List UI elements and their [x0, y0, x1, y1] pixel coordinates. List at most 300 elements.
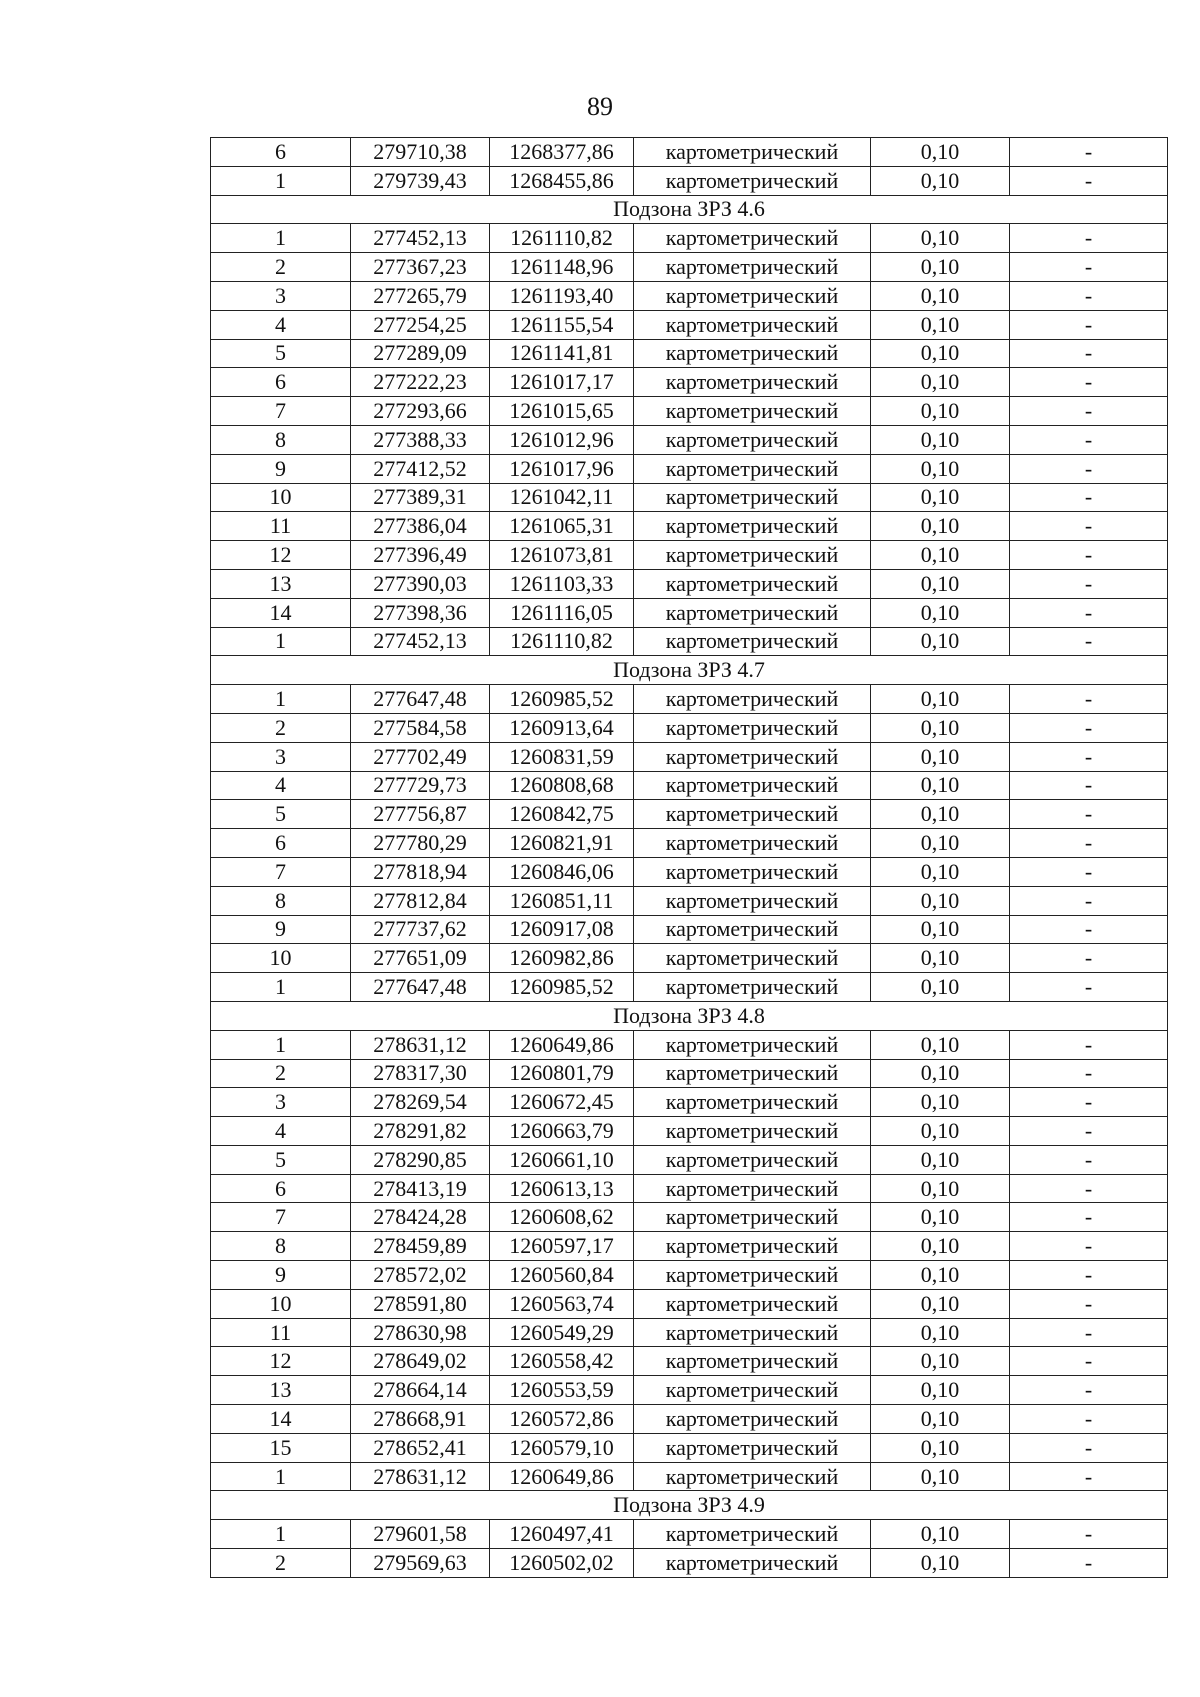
accuracy-cell: 0,10: [871, 685, 1010, 714]
coord-x-cell: 277452,13: [351, 224, 490, 253]
method-cell: картометрический: [634, 627, 871, 656]
point-number-cell: 1: [211, 627, 351, 656]
point-number-cell: 6: [211, 829, 351, 858]
table-row: [211, 541, 1168, 570]
coord-y-cell: 1261141,81: [490, 339, 634, 368]
point-number-cell: 1: [211, 1030, 351, 1059]
coord-y-cell: 1260851,11: [490, 886, 634, 915]
note-cell: -: [1010, 886, 1168, 915]
method-cell: картометрический: [634, 685, 871, 714]
coord-x-cell: 277647,48: [351, 685, 490, 714]
note-cell: -: [1010, 1117, 1168, 1146]
accuracy-cell: 0,10: [871, 1117, 1010, 1146]
method-cell: картометрический: [634, 1145, 871, 1174]
table-row: [211, 1318, 1168, 1347]
method-cell: картометрический: [634, 1376, 871, 1405]
point-number-cell: 6: [211, 368, 351, 397]
method-cell: картометрический: [634, 1520, 871, 1549]
table-row: [211, 1347, 1168, 1376]
point-number-cell: 1: [211, 1520, 351, 1549]
table-row: [211, 1462, 1168, 1491]
coord-y-cell: 1261103,33: [490, 569, 634, 598]
method-cell: картометрический: [634, 1117, 871, 1146]
coord-x-cell: 279710,38: [351, 138, 490, 167]
coord-x-cell: 279601,58: [351, 1520, 490, 1549]
point-number-cell: 3: [211, 1088, 351, 1117]
point-number-cell: 1: [211, 685, 351, 714]
point-number-cell: 3: [211, 742, 351, 771]
accuracy-cell: 0,10: [871, 138, 1010, 167]
coord-y-cell: 1260917,08: [490, 915, 634, 944]
accuracy-cell: 0,10: [871, 339, 1010, 368]
note-cell: -: [1010, 1462, 1168, 1491]
method-cell: картометрический: [634, 1030, 871, 1059]
point-number-cell: 14: [211, 598, 351, 627]
accuracy-cell: 0,10: [871, 1318, 1010, 1347]
method-cell: картометрический: [634, 454, 871, 483]
accuracy-cell: 0,10: [871, 1289, 1010, 1318]
point-number-cell: 2: [211, 253, 351, 282]
coord-x-cell: 277254,25: [351, 310, 490, 339]
point-number-cell: 9: [211, 1261, 351, 1290]
coord-x-cell: 277584,58: [351, 713, 490, 742]
coord-y-cell: 1261110,82: [490, 224, 634, 253]
coord-y-cell: 1260608,62: [490, 1203, 634, 1232]
accuracy-cell: 0,10: [871, 771, 1010, 800]
method-cell: картометрический: [634, 1433, 871, 1462]
coord-y-cell: 1261065,31: [490, 512, 634, 541]
accuracy-cell: 0,10: [871, 857, 1010, 886]
coord-x-cell: 277398,36: [351, 598, 490, 627]
point-number-cell: 8: [211, 425, 351, 454]
coord-x-cell: 277647,48: [351, 973, 490, 1002]
coord-y-cell: 1260553,59: [490, 1376, 634, 1405]
coord-x-cell: 278664,14: [351, 1376, 490, 1405]
coord-x-cell: 277389,31: [351, 483, 490, 512]
table-row: [211, 138, 1168, 167]
method-cell: картометрический: [634, 598, 871, 627]
note-cell: -: [1010, 454, 1168, 483]
coord-y-cell: 1260831,59: [490, 742, 634, 771]
point-number-cell: 6: [211, 1174, 351, 1203]
method-cell: картометрический: [634, 1462, 871, 1491]
coord-y-cell: 1261017,96: [490, 454, 634, 483]
coord-y-cell: 1261148,96: [490, 253, 634, 282]
note-cell: -: [1010, 1520, 1168, 1549]
method-cell: картометрический: [634, 224, 871, 253]
method-cell: картометрический: [634, 915, 871, 944]
coord-y-cell: 1261017,17: [490, 368, 634, 397]
coord-x-cell: 277390,03: [351, 569, 490, 598]
point-number-cell: 13: [211, 569, 351, 598]
coord-x-cell: 278269,54: [351, 1088, 490, 1117]
coordinates-table-body: [211, 138, 1168, 1578]
coord-y-cell: 1260560,84: [490, 1261, 634, 1290]
coord-x-cell: 277412,52: [351, 454, 490, 483]
method-cell: картометрический: [634, 1088, 871, 1117]
table-row: [211, 224, 1168, 253]
point-number-cell: 12: [211, 1347, 351, 1376]
coord-y-cell: 1260613,13: [490, 1174, 634, 1203]
method-cell: картометрический: [634, 541, 871, 570]
coord-y-cell: 1260672,45: [490, 1088, 634, 1117]
coord-y-cell: 1260808,68: [490, 771, 634, 800]
point-number-cell: 9: [211, 454, 351, 483]
method-cell: картометрический: [634, 1059, 871, 1088]
note-cell: -: [1010, 598, 1168, 627]
point-number-cell: 5: [211, 1145, 351, 1174]
note-cell: -: [1010, 915, 1168, 944]
accuracy-cell: 0,10: [871, 1203, 1010, 1232]
zone-header: Подзона ЗРЗ 4.9: [211, 1491, 1168, 1520]
coord-x-cell: 277651,09: [351, 944, 490, 973]
method-cell: картометрический: [634, 368, 871, 397]
coord-x-cell: 277452,13: [351, 627, 490, 656]
note-cell: -: [1010, 857, 1168, 886]
zone-header: Подзона ЗРЗ 4.7: [211, 656, 1168, 685]
coord-y-cell: 1260649,86: [490, 1462, 634, 1491]
coord-x-cell: 277756,87: [351, 800, 490, 829]
point-number-cell: 1: [211, 973, 351, 1002]
note-cell: -: [1010, 1318, 1168, 1347]
method-cell: картометрический: [634, 425, 871, 454]
accuracy-cell: 0,10: [871, 310, 1010, 339]
note-cell: -: [1010, 685, 1168, 714]
table-row: [211, 1030, 1168, 1059]
note-cell: -: [1010, 281, 1168, 310]
table-row: [211, 973, 1168, 1002]
coord-x-cell: 278591,80: [351, 1289, 490, 1318]
point-number-cell: 10: [211, 944, 351, 973]
table-row: [211, 1376, 1168, 1405]
accuracy-cell: 0,10: [871, 1145, 1010, 1174]
accuracy-cell: 0,10: [871, 1232, 1010, 1261]
accuracy-cell: 0,10: [871, 598, 1010, 627]
note-cell: -: [1010, 771, 1168, 800]
coord-x-cell: 277222,23: [351, 368, 490, 397]
table-row: [211, 425, 1168, 454]
coord-x-cell: 278413,19: [351, 1174, 490, 1203]
table-row: [211, 886, 1168, 915]
table-row: [211, 829, 1168, 858]
coordinates-table: [210, 137, 1168, 1578]
note-cell: -: [1010, 1145, 1168, 1174]
coord-y-cell: 1260661,10: [490, 1145, 634, 1174]
accuracy-cell: 0,10: [871, 368, 1010, 397]
accuracy-cell: 0,10: [871, 166, 1010, 195]
note-cell: -: [1010, 368, 1168, 397]
method-cell: картометрический: [634, 1318, 871, 1347]
accuracy-cell: 0,10: [871, 800, 1010, 829]
accuracy-cell: 0,10: [871, 425, 1010, 454]
coord-x-cell: 278649,02: [351, 1347, 490, 1376]
point-number-cell: 1: [211, 1462, 351, 1491]
note-cell: -: [1010, 425, 1168, 454]
point-number-cell: 15: [211, 1433, 351, 1462]
coord-y-cell: 1260563,74: [490, 1289, 634, 1318]
coord-x-cell: 277289,09: [351, 339, 490, 368]
note-cell: -: [1010, 483, 1168, 512]
coord-y-cell: 1261193,40: [490, 281, 634, 310]
coord-y-cell: 1260549,29: [490, 1318, 634, 1347]
note-cell: -: [1010, 713, 1168, 742]
table-row: [211, 742, 1168, 771]
accuracy-cell: 0,10: [871, 253, 1010, 282]
method-cell: картометрический: [634, 166, 871, 195]
point-number-cell: 13: [211, 1376, 351, 1405]
accuracy-cell: 0,10: [871, 1376, 1010, 1405]
coord-x-cell: 277812,84: [351, 886, 490, 915]
note-cell: -: [1010, 512, 1168, 541]
note-cell: -: [1010, 1549, 1168, 1578]
method-cell: картометрический: [634, 1289, 871, 1318]
point-number-cell: 7: [211, 397, 351, 426]
table-row: [211, 627, 1168, 656]
table-row: [211, 1145, 1168, 1174]
note-cell: -: [1010, 1174, 1168, 1203]
note-cell: -: [1010, 627, 1168, 656]
method-cell: картометрический: [634, 1203, 871, 1232]
coord-y-cell: 1261042,11: [490, 483, 634, 512]
method-cell: картометрический: [634, 397, 871, 426]
point-number-cell: 5: [211, 339, 351, 368]
accuracy-cell: 0,10: [871, 224, 1010, 253]
table-row: [211, 1174, 1168, 1203]
note-cell: -: [1010, 1030, 1168, 1059]
table-row: [211, 1203, 1168, 1232]
coord-x-cell: 277702,49: [351, 742, 490, 771]
note-cell: -: [1010, 310, 1168, 339]
table-row: [211, 310, 1168, 339]
point-number-cell: 1: [211, 166, 351, 195]
coord-y-cell: 1261012,96: [490, 425, 634, 454]
note-cell: -: [1010, 253, 1168, 282]
point-number-cell: 4: [211, 771, 351, 800]
coord-x-cell: 277386,04: [351, 512, 490, 541]
accuracy-cell: 0,10: [871, 1088, 1010, 1117]
method-cell: картометрический: [634, 771, 871, 800]
method-cell: картометрический: [634, 138, 871, 167]
point-number-cell: 2: [211, 1059, 351, 1088]
method-cell: картометрический: [634, 944, 871, 973]
point-number-cell: 3: [211, 281, 351, 310]
coord-y-cell: 1261116,05: [490, 598, 634, 627]
coord-y-cell: 1260982,86: [490, 944, 634, 973]
note-cell: -: [1010, 1289, 1168, 1318]
table-row: [211, 397, 1168, 426]
point-number-cell: 1: [211, 224, 351, 253]
point-number-cell: 8: [211, 886, 351, 915]
coord-x-cell: 278631,12: [351, 1030, 490, 1059]
table-row: [211, 915, 1168, 944]
table-row: [211, 1289, 1168, 1318]
accuracy-cell: 0,10: [871, 397, 1010, 426]
accuracy-cell: 0,10: [871, 1059, 1010, 1088]
point-number-cell: 8: [211, 1232, 351, 1261]
note-cell: -: [1010, 944, 1168, 973]
note-cell: -: [1010, 742, 1168, 771]
point-number-cell: 11: [211, 512, 351, 541]
accuracy-cell: 0,10: [871, 713, 1010, 742]
coord-y-cell: 1261155,54: [490, 310, 634, 339]
coord-y-cell: 1260842,75: [490, 800, 634, 829]
table-row: [211, 368, 1168, 397]
coord-y-cell: 1260502,02: [490, 1549, 634, 1578]
accuracy-cell: 0,10: [871, 1261, 1010, 1290]
coord-x-cell: 278459,89: [351, 1232, 490, 1261]
method-cell: картометрический: [634, 1405, 871, 1434]
coord-y-cell: 1260985,52: [490, 685, 634, 714]
method-cell: картометрический: [634, 253, 871, 282]
table-row: [211, 1117, 1168, 1146]
accuracy-cell: 0,10: [871, 1433, 1010, 1462]
coord-y-cell: 1261110,82: [490, 627, 634, 656]
accuracy-cell: 0,10: [871, 569, 1010, 598]
method-cell: картометрический: [634, 1549, 871, 1578]
method-cell: картометрический: [634, 1232, 871, 1261]
coord-y-cell: 1260913,64: [490, 713, 634, 742]
table-row: [211, 1405, 1168, 1434]
note-cell: -: [1010, 1347, 1168, 1376]
table-row: [211, 1088, 1168, 1117]
point-number-cell: 7: [211, 1203, 351, 1232]
coord-x-cell: 277293,66: [351, 397, 490, 426]
table-row: [211, 281, 1168, 310]
note-cell: -: [1010, 397, 1168, 426]
method-cell: картометрический: [634, 310, 871, 339]
table-row: [211, 713, 1168, 742]
table-row: [211, 1520, 1168, 1549]
accuracy-cell: 0,10: [871, 627, 1010, 656]
note-cell: -: [1010, 1376, 1168, 1405]
zone-header-row: [211, 1491, 1168, 1520]
coord-x-cell: 277818,94: [351, 857, 490, 886]
coord-x-cell: 279569,63: [351, 1549, 490, 1578]
note-cell: -: [1010, 1261, 1168, 1290]
coord-y-cell: 1260649,86: [490, 1030, 634, 1059]
coord-x-cell: 277780,29: [351, 829, 490, 858]
coord-x-cell: 277265,79: [351, 281, 490, 310]
method-cell: картометрический: [634, 829, 871, 858]
coord-x-cell: 278668,91: [351, 1405, 490, 1434]
table-row: [211, 800, 1168, 829]
accuracy-cell: 0,10: [871, 1174, 1010, 1203]
note-cell: -: [1010, 1088, 1168, 1117]
note-cell: -: [1010, 829, 1168, 858]
coord-x-cell: 278317,30: [351, 1059, 490, 1088]
coord-x-cell: 279739,43: [351, 166, 490, 195]
point-number-cell: 12: [211, 541, 351, 570]
accuracy-cell: 0,10: [871, 281, 1010, 310]
point-number-cell: 9: [211, 915, 351, 944]
point-number-cell: 10: [211, 483, 351, 512]
table-row: [211, 857, 1168, 886]
point-number-cell: 4: [211, 1117, 351, 1146]
note-cell: -: [1010, 138, 1168, 167]
zone-header: Подзона ЗРЗ 4.8: [211, 1001, 1168, 1030]
page-number: 89: [587, 92, 613, 121]
coord-x-cell: 278630,98: [351, 1318, 490, 1347]
table-row: [211, 253, 1168, 282]
point-number-cell: 14: [211, 1405, 351, 1434]
zone-header: Подзона ЗРЗ 4.6: [211, 195, 1168, 224]
point-number-cell: 5: [211, 800, 351, 829]
coord-y-cell: 1260663,79: [490, 1117, 634, 1146]
zone-header-row: [211, 656, 1168, 685]
accuracy-cell: 0,10: [871, 1549, 1010, 1578]
coord-x-cell: 278572,02: [351, 1261, 490, 1290]
accuracy-cell: 0,10: [871, 1462, 1010, 1491]
coord-y-cell: 1260846,06: [490, 857, 634, 886]
coord-y-cell: 1261073,81: [490, 541, 634, 570]
accuracy-cell: 0,10: [871, 1030, 1010, 1059]
accuracy-cell: 0,10: [871, 973, 1010, 1002]
coord-x-cell: 278290,85: [351, 1145, 490, 1174]
table-row: [211, 598, 1168, 627]
table-row: [211, 339, 1168, 368]
coord-x-cell: 278631,12: [351, 1462, 490, 1491]
zone-header-row: [211, 195, 1168, 224]
note-cell: -: [1010, 166, 1168, 195]
accuracy-cell: 0,10: [871, 541, 1010, 570]
table-row: [211, 1261, 1168, 1290]
coord-x-cell: 278291,82: [351, 1117, 490, 1146]
coord-x-cell: 278424,28: [351, 1203, 490, 1232]
table-row: [211, 166, 1168, 195]
note-cell: -: [1010, 1203, 1168, 1232]
table-row: [211, 1059, 1168, 1088]
coord-y-cell: 1260579,10: [490, 1433, 634, 1462]
note-cell: -: [1010, 1433, 1168, 1462]
point-number-cell: 6: [211, 138, 351, 167]
note-cell: -: [1010, 569, 1168, 598]
method-cell: картометрический: [634, 713, 871, 742]
point-number-cell: 7: [211, 857, 351, 886]
coord-x-cell: 278652,41: [351, 1433, 490, 1462]
accuracy-cell: 0,10: [871, 886, 1010, 915]
note-cell: -: [1010, 224, 1168, 253]
coord-y-cell: 1260985,52: [490, 973, 634, 1002]
coord-x-cell: 277367,23: [351, 253, 490, 282]
accuracy-cell: 0,10: [871, 1520, 1010, 1549]
method-cell: картометрический: [634, 1174, 871, 1203]
method-cell: картометрический: [634, 483, 871, 512]
method-cell: картометрический: [634, 742, 871, 771]
coord-y-cell: 1260497,41: [490, 1520, 634, 1549]
accuracy-cell: 0,10: [871, 915, 1010, 944]
table-row: [211, 685, 1168, 714]
point-number-cell: 2: [211, 1549, 351, 1578]
note-cell: -: [1010, 973, 1168, 1002]
method-cell: картометрический: [634, 886, 871, 915]
method-cell: картометрический: [634, 281, 871, 310]
accuracy-cell: 0,10: [871, 829, 1010, 858]
method-cell: картометрический: [634, 339, 871, 368]
accuracy-cell: 0,10: [871, 1347, 1010, 1376]
method-cell: картометрический: [634, 1347, 871, 1376]
note-cell: -: [1010, 1405, 1168, 1434]
table-row: [211, 944, 1168, 973]
table-row: [211, 483, 1168, 512]
coord-y-cell: 1268455,86: [490, 166, 634, 195]
accuracy-cell: 0,10: [871, 944, 1010, 973]
coord-y-cell: 1260558,42: [490, 1347, 634, 1376]
accuracy-cell: 0,10: [871, 742, 1010, 771]
point-number-cell: 2: [211, 713, 351, 742]
method-cell: картометрический: [634, 569, 871, 598]
method-cell: картометрический: [634, 512, 871, 541]
table-row: [211, 569, 1168, 598]
